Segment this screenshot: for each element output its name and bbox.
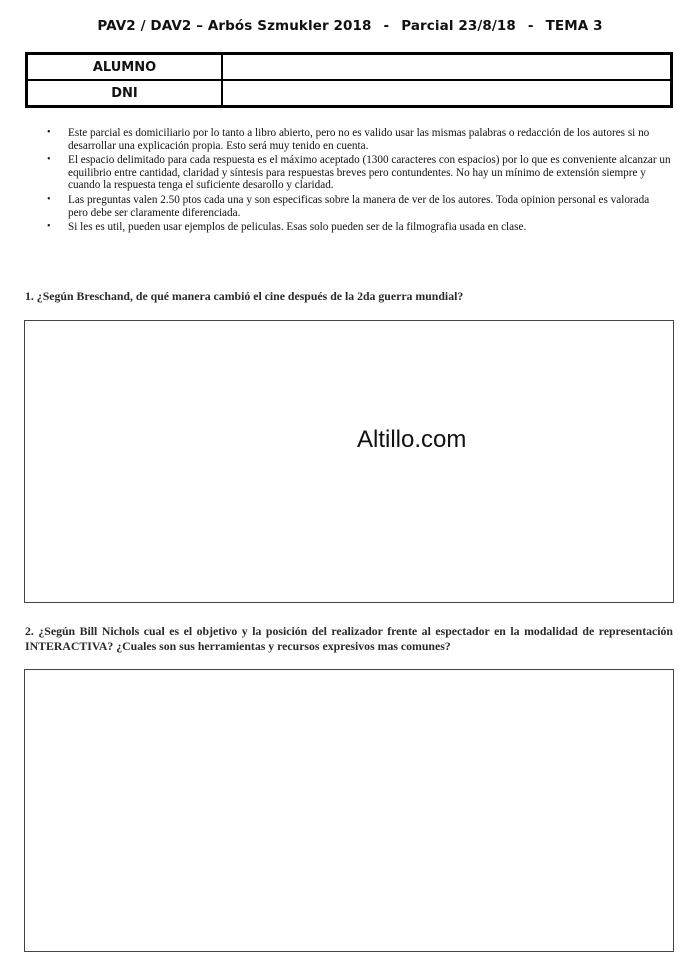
watermark-text: Altillo.com xyxy=(357,426,467,453)
instructions-list xyxy=(25,127,671,236)
exam-date: Parcial 23/8/18 xyxy=(401,18,516,34)
dni-field[interactable] xyxy=(222,80,672,107)
answer-box-2[interactable] xyxy=(24,669,674,952)
instruction-item xyxy=(47,154,671,192)
instruction-text: El espacio delimitado para cada respuesta es el máximo aceptado (1300 caracteres con espacios) por lo que es conveniente alcanzar un equilibrio entre cantidad, claridad y síntesis para respuestas breves pero contundentes. No hay un mínimo de extensión siempre y cuando la respuesta tenga el suficiente desarollo y claridad. xyxy=(68,154,671,192)
answer-box-1[interactable] xyxy=(24,320,674,603)
dni-label: DNI xyxy=(27,80,223,107)
student-name-field[interactable] xyxy=(222,54,672,81)
instruction-item xyxy=(47,221,671,234)
bullet-icon: • xyxy=(47,127,51,138)
course-title: PAV2 / DAV2 – Arbós Szmukler 2018 xyxy=(97,18,372,34)
bullet-icon: • xyxy=(47,154,51,166)
student-label: ALUMNO xyxy=(27,54,223,81)
instruction-item xyxy=(47,127,671,152)
question-2: 2. ¿Según Bill Nichols cual es el objetivo y la posición del realizador frente al espectador en la modalidad de representación INTERACTIVA? ¿Cuales son sus herramientas y recursos expresivos mas comunes? xyxy=(25,624,673,653)
instruction-text: Si les es util, pueden usar ejemplos de peliculas. Esas solo pueden ser de la filmografia usada en clase. xyxy=(68,221,527,234)
bullet-icon: • xyxy=(47,193,51,205)
question-1: 1. ¿Según Breschand, de qué manera cambió el cine después de la 2da guerra mundial? xyxy=(25,289,464,303)
instruction-text: Las preguntas valen 2.50 ptos cada una y son especificas sobre la manera de ver de los autores. Toda opinion personal es valorada pero debe ser claramente diferenciada. xyxy=(68,193,650,219)
exam-theme: TEMA 3 xyxy=(545,18,603,34)
instruction-text: Este parcial es domiciliario por lo tanto a libro abierto, pero no es valido usar las mismas palabras o redacción de los autores si no desarrollar una explicación propia. Esto será muy tenido en cuenta. xyxy=(68,127,650,152)
header-separator: - xyxy=(527,18,534,34)
header-separator: - xyxy=(383,18,390,34)
bullet-icon: • xyxy=(47,221,51,233)
student-info-table xyxy=(25,52,673,108)
instruction-item xyxy=(47,193,671,219)
student-row xyxy=(27,54,672,81)
dni-row xyxy=(27,80,672,107)
exam-header xyxy=(0,18,700,34)
